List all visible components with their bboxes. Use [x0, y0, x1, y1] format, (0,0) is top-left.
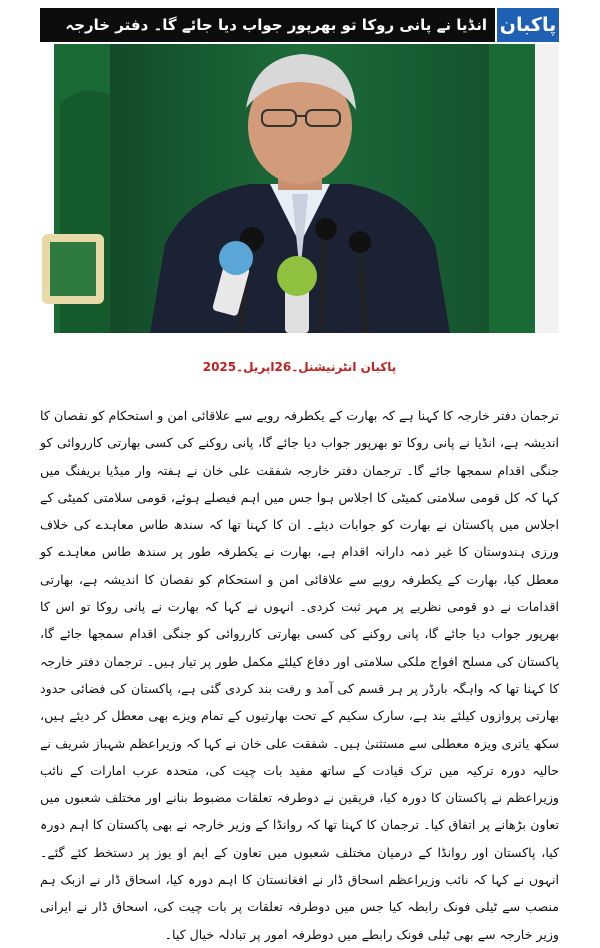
press-briefing-photo [40, 44, 559, 333]
source-dateline: پاکبان انٹرنیشنل۔26اپریل۔2025 [202, 360, 397, 374]
brand-logo: پاکبان [495, 8, 559, 42]
headline: انڈیا نے پانی روکا تو بھرپور جواب دیا جائے گا۔ دفتر خارجہ [65, 16, 487, 34]
article-body: ترجمان دفتر خارجہ کا کہنا ہے کہ بھارت کے یکطرفہ رویے سے علاقائی امن و استحکام کو نقصان کا اندیشہ ہے، انڈیا نے پانی روکا تو بھرپور جواب دیا جائے گا، پانی روکنے کی کسی بھارتی کارروائی کو جنگی اقدام سمجھا جائے گا۔ ترجمان دفتر خارجہ شفقت علی خان نے ہفتہ وار میڈیا بریفنگ میں کہا کہ کل قومی سلامتی کمیٹی کا اجلاس ہوا جس میں اہم فیصلے ہوئے، قومی سلامتی کمیٹی کے اجلاس میں پاکستان نے بھارت کو جوابات دیئے۔ ان کا کہنا تھا کہ سندھ طاس معاہدے کی خلاف ورزی ہندوستان کا غیر ذمہ دارانہ اقدام ہے، بھارت نے یکطرفہ طور پر سندھ طاس معاہدے کو معطل کیا، بھارت کے یکطرفہ رویے سے علاقائی امن و استحکام کو نقصان کا اندیشہ ہے، بھارتی اقدامات نے دو قومی نظریے پر مہر ثبت کردی۔ انہوں نے کہا کہ بھارت نے پانی روکا تو اس کا بھرپور جواب دیا جائے گا، پانی روکنے کی کسی بھارتی کارروائی کو جنگی اقدام سمجھا جائے گا، پاکستان کی مسلح افواج ملکی سلامتی اور دفاع کیلئے مکمل طور پر تیار ہیں۔ ترجمان دفتر خارجہ کا کہنا تھا کہ واہگہ بارڈر پر ہر قسم کی آمد و رفت بند کردی گئی ہے، پاکستان کی فضائی حدود بھارتی پروازوں کیلئے بند ہے، سارک سکیم کے تحت بھارتیوں کے تمام ویزے بھی معطل کر دیئے ہیں، سکھ یاتری ویزہ معطلی سے مستثنیٰ ہیں۔ شفقت علی خان نے کہا کہ وزیراعظم شہباز شریف نے حالیہ دورہ ترکیہ میں ترک قیادت کے ساتھ مفید بات چیت کی، متحدہ عرب امارات کے نائب وزیراعظم نے پاکستان کا دورہ کیا، فریقین نے دوطرفہ تعلقات مضبوط بنانے اور مختلف شعبوں میں تعاون بڑھانے پر اتفاق کیا۔ ترجمان کا کہنا تھا کہ روانڈا کے وزیر خارجہ نے بھی پاکستان کا اہم دورہ کیا، پاکستان اور روانڈا کے درمیان مختلف شعبوں میں تعاون کے ایم او یوز پر دستخط کئے گئے۔ انہوں نے کہا کہ نائب وزیراعظم اسحاق ڈار نے افغانستان کا اہم دورہ کیا، اسحاق ڈار نے ازبک ہم منصب سے ٹیلی فونک رابطہ کیا جس میں دوطرفہ تعلقات پر بات چیت کی، اسحاق ڈار نے ایرانی وزیر خارجہ سے بھی ٹیلی فونک رابطے میں دوطرفہ امور پر تبادلہ خیال کیا۔ [40, 408, 559, 942]
headline-banner [40, 8, 559, 42]
